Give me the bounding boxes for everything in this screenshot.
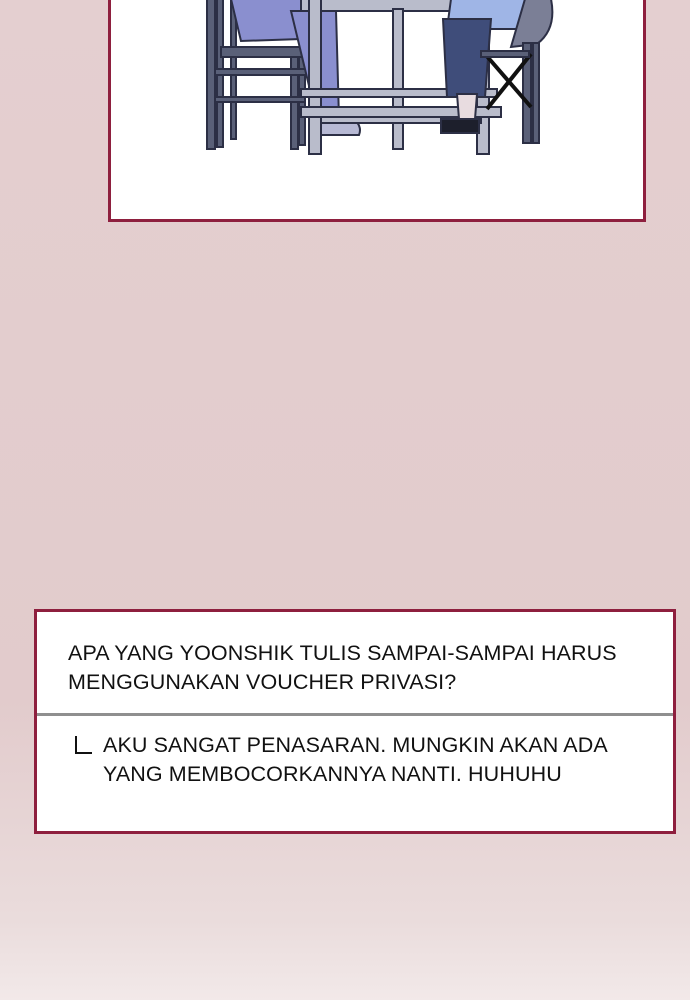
divider: [37, 713, 673, 716]
illustration-panel: [108, 0, 646, 222]
comment-box: [34, 609, 676, 834]
reply-arrow-icon: [75, 736, 92, 754]
table-chairs-illustration: [111, 0, 643, 219]
reply-text: AKU SANGAT PENASARAN. MUNGKIN AKAN ADA YANG MEMBOCORKANNYA NANTI. HUHUHU: [103, 733, 607, 786]
question-text: APA YANG YOONSHIK TULIS SAMPAI-SAMPAI HARUS MENGGUNAKAN VOUCHER PRIVASI?: [68, 641, 617, 694]
